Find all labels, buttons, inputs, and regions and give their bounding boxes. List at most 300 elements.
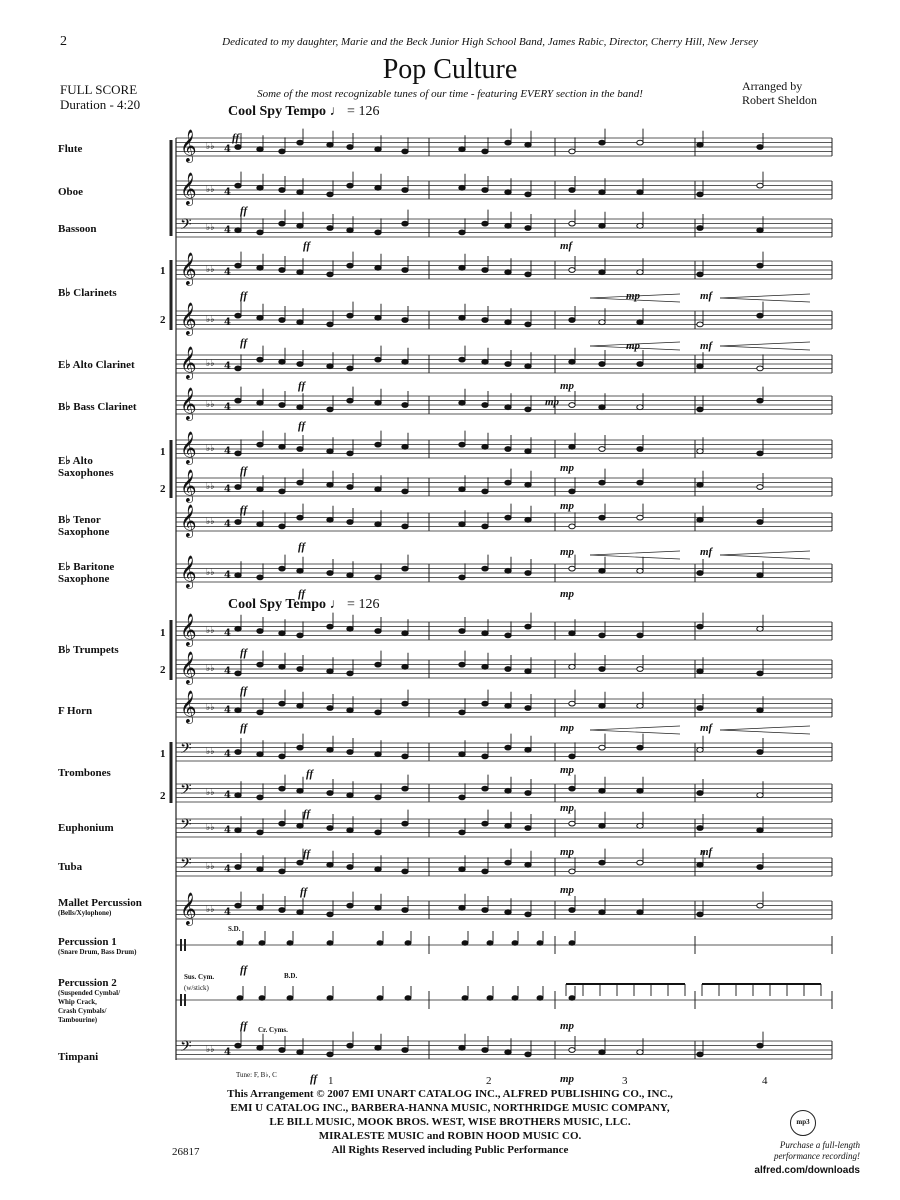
notehead (462, 941, 468, 945)
crescendo-hairpin (590, 726, 680, 730)
notehead (599, 633, 605, 638)
perc2-sublabel-2: Whip Crack, (58, 998, 97, 1006)
notehead (375, 265, 381, 270)
time-signature-icon: 4 (224, 187, 231, 198)
notehead (599, 910, 605, 915)
notehead (757, 145, 763, 150)
notehead (259, 996, 265, 1000)
notehead (569, 908, 575, 913)
notehead (637, 140, 643, 145)
crescendo-hairpin (720, 294, 810, 298)
notehead (402, 524, 408, 529)
notehead (757, 313, 763, 318)
notehead (327, 669, 333, 674)
notehead (599, 223, 605, 228)
notehead (569, 566, 575, 571)
notehead (375, 830, 381, 835)
notehead (279, 664, 285, 669)
tempo-value: = 126 (347, 104, 380, 119)
notehead (525, 706, 531, 711)
dynamic-marking: ff (240, 290, 248, 302)
crescendo-hairpin (590, 551, 680, 555)
notehead (757, 793, 763, 798)
notehead (637, 270, 643, 275)
notehead (462, 996, 468, 1000)
notehead (757, 398, 763, 403)
notehead (459, 230, 465, 235)
notehead (257, 1045, 263, 1050)
notehead (279, 149, 285, 154)
notehead (297, 190, 303, 195)
notehead (297, 320, 303, 325)
notehead (235, 183, 241, 188)
tempo-label: Cool Spy Tempo (228, 104, 327, 119)
key-signature-icon: ♭♭ (206, 823, 215, 833)
notehead (525, 747, 531, 752)
notehead (757, 750, 763, 755)
notehead (505, 633, 511, 638)
key-signature-icon: ♭♭ (206, 905, 215, 915)
notehead (347, 573, 353, 578)
notehead (327, 624, 333, 629)
notehead (297, 745, 303, 750)
notehead (569, 701, 575, 706)
notehead (375, 522, 381, 527)
quarter-note-icon: ♩ (329, 104, 344, 119)
time-signature-icon: 4 (224, 749, 231, 760)
notehead (297, 270, 303, 275)
notehead (459, 629, 465, 634)
notehead (637, 362, 643, 367)
notehead (347, 828, 353, 833)
dynamic-marking: mf (700, 340, 713, 352)
notehead (347, 1043, 353, 1048)
notehead (569, 403, 575, 408)
instrument-name-trombones: Trombones (58, 767, 111, 779)
notehead (637, 667, 643, 672)
time-signature-icon: 4 (224, 666, 231, 677)
notehead (347, 398, 353, 403)
key-signature-icon: ♭♭ (206, 517, 215, 527)
dynamic-marking: ff (298, 380, 306, 392)
notehead (459, 442, 465, 447)
quarter-note-icon: ♩ (329, 597, 344, 612)
notehead (637, 633, 643, 638)
notehead (279, 268, 285, 273)
notehead (637, 788, 643, 793)
notehead (697, 826, 703, 831)
notehead (482, 524, 488, 529)
duration: Duration - 4:20 (60, 97, 141, 112)
dynamic-marking: ff (240, 504, 248, 516)
notehead (257, 710, 263, 715)
notehead (482, 786, 488, 791)
notehead (459, 662, 465, 667)
notehead (525, 449, 531, 454)
time-signature-icon: 4 (224, 1047, 231, 1058)
part-number: 1 (160, 748, 166, 760)
notehead (697, 517, 703, 522)
notehead (235, 626, 241, 631)
key-signature-icon: ♭♭ (206, 703, 215, 713)
notehead (482, 631, 488, 636)
bari-sax-line2: Saxophone (58, 573, 110, 585)
notehead (297, 362, 303, 367)
perc2-sublabel-4: Tambourine) (58, 1016, 98, 1024)
notehead (525, 624, 531, 629)
notehead (297, 703, 303, 708)
notehead (505, 190, 511, 195)
time-signature-icon: 4 (224, 267, 231, 278)
notehead (257, 265, 263, 270)
key-signature-icon: ♭♭ (206, 1045, 215, 1055)
dynamic-marking: ff (310, 1073, 318, 1085)
notehead (402, 221, 408, 226)
dynamic-marking: ff (232, 132, 240, 144)
copyright-line-1: This Arrangement © 2007 EMI UNART CATALOG INC., ALFRED PUBLISHING CO., INC., (227, 1088, 673, 1100)
crash-cymbals-label: Cr. Cyms. (258, 1026, 288, 1034)
notehead (257, 315, 263, 320)
instrument-name-bassoon: Bassoon (58, 223, 97, 235)
notehead (297, 860, 303, 865)
dedication: Dedicated to my daughter, Marie and the Beck Junior High School Band, James Rabic, Director, Cherry Hill, New Jersey (222, 36, 758, 48)
notehead (375, 487, 381, 492)
notehead (757, 626, 763, 631)
notehead (402, 754, 408, 759)
dynamic-marking: mf (700, 846, 713, 858)
notehead (637, 190, 643, 195)
dynamic-marking: mf (700, 722, 713, 734)
notehead (569, 188, 575, 193)
dynamic-marking: mp (560, 1073, 575, 1085)
notehead (697, 407, 703, 412)
percussion-clef-icon (184, 994, 186, 1006)
dynamic-marking: ff (303, 808, 311, 820)
notehead (525, 364, 531, 369)
notehead (697, 322, 703, 327)
notehead (235, 520, 241, 525)
notehead (327, 826, 333, 831)
notehead (257, 185, 263, 190)
notehead (482, 489, 488, 494)
dynamic-marking: mp (560, 380, 575, 392)
notehead (697, 364, 703, 369)
notehead (347, 366, 353, 371)
notehead (637, 568, 643, 573)
notehead (757, 865, 763, 870)
notehead (482, 188, 488, 193)
notehead (347, 865, 353, 870)
notehead (327, 192, 333, 197)
dynamic-marking: ff (298, 420, 306, 432)
notehead (235, 828, 241, 833)
notehead (757, 903, 763, 908)
notehead (505, 568, 511, 573)
treble-clef-icon: 𝄞 (180, 892, 197, 925)
notehead (375, 752, 381, 757)
dynamic-marking: ff (300, 886, 308, 898)
notehead (569, 754, 575, 759)
notehead (569, 149, 575, 154)
treble-clef-icon: 𝄞 (180, 129, 197, 162)
notehead (237, 996, 243, 1000)
notehead (327, 142, 333, 147)
notehead (235, 671, 241, 676)
notehead (525, 272, 531, 277)
notehead (637, 823, 643, 828)
notehead (599, 362, 605, 367)
with-stick-label: (w/stick) (184, 984, 209, 992)
dynamic-marking: mp (560, 802, 575, 814)
bass-clef-icon: 𝄢 (180, 1038, 192, 1059)
dynamic-marking: ff (240, 205, 248, 217)
crescendo-hairpin (720, 342, 810, 346)
notehead (327, 517, 333, 522)
notehead (697, 706, 703, 711)
notehead (257, 357, 263, 362)
notehead (697, 272, 703, 277)
notehead (402, 908, 408, 913)
notehead (637, 745, 643, 750)
treble-clef-icon: 𝄞 (180, 469, 197, 502)
notehead (505, 860, 511, 865)
notehead (757, 228, 763, 233)
notehead (347, 451, 353, 456)
dynamic-marking: mp (560, 722, 575, 734)
notehead (505, 405, 511, 410)
notehead (375, 575, 381, 580)
dynamic-marking: ff (240, 465, 248, 477)
notehead (237, 941, 243, 945)
notehead (375, 795, 381, 800)
notehead (279, 701, 285, 706)
notehead (525, 482, 531, 487)
notehead (599, 788, 605, 793)
notehead (599, 823, 605, 828)
time-signature-icon: 4 (224, 144, 231, 155)
bass-clef-icon: 𝄢 (180, 855, 192, 876)
notehead (525, 791, 531, 796)
notehead (279, 489, 285, 494)
notehead (569, 268, 575, 273)
notehead (347, 708, 353, 713)
copyright-notice (160, 1087, 740, 1157)
notehead (327, 1052, 333, 1057)
notehead (697, 482, 703, 487)
bass-clef-icon: 𝄢 (180, 816, 192, 837)
notehead (637, 1050, 643, 1055)
notehead (757, 708, 763, 713)
notehead (599, 568, 605, 573)
notehead (235, 485, 241, 490)
time-signature-icon: 4 (224, 628, 231, 639)
notehead (459, 185, 465, 190)
dynamic-marking: mp (560, 884, 575, 896)
notehead (297, 515, 303, 520)
tenor-sax-line1: B♭ Tenor (58, 514, 101, 526)
notehead (402, 188, 408, 193)
notehead (375, 662, 381, 667)
notehead (257, 905, 263, 910)
notehead (327, 912, 333, 917)
notehead (279, 359, 285, 364)
notehead (287, 941, 293, 945)
dynamic-marking: ff (303, 240, 311, 252)
treble-clef-icon: 𝄞 (180, 172, 197, 205)
notehead (459, 867, 465, 872)
notehead (697, 669, 703, 674)
notehead (297, 140, 303, 145)
notehead (235, 263, 241, 268)
part-number: 2 (160, 314, 166, 326)
notehead (327, 272, 333, 277)
notehead (525, 407, 531, 412)
notehead (235, 573, 241, 578)
dynamic-marking: mp (560, 846, 575, 858)
purchase-line-2: performance recording! (773, 1151, 860, 1161)
notehead (279, 869, 285, 874)
instrument-name-bass-clarinet: B♭ Bass Clarinet (58, 401, 137, 413)
notehead (297, 788, 303, 793)
notehead (327, 407, 333, 412)
notehead (377, 996, 383, 1000)
notehead (505, 140, 511, 145)
perc2-sublabel-1: (Suspended Cymbal/ (58, 989, 121, 997)
notehead (257, 752, 263, 757)
notehead (279, 444, 285, 449)
notehead (599, 745, 605, 750)
alto-sax-line2: Saxophones (58, 467, 114, 479)
notehead (459, 710, 465, 715)
notehead (297, 480, 303, 485)
dynamic-marking: mp (560, 588, 575, 600)
notehead (347, 750, 353, 755)
dynamic-marking: mf (700, 290, 713, 302)
notehead (235, 313, 241, 318)
notehead (375, 710, 381, 715)
part-number: 2 (160, 664, 166, 676)
notehead (512, 941, 518, 945)
time-signature-icon: 4 (224, 317, 231, 328)
notehead (279, 188, 285, 193)
dynamic-marking: mp (560, 546, 575, 558)
notehead (482, 821, 488, 826)
notehead (459, 147, 465, 152)
notehead (505, 480, 511, 485)
notehead (757, 451, 763, 456)
notehead (235, 145, 241, 150)
notehead (405, 941, 411, 945)
notehead (505, 703, 511, 708)
instrument-name-tuba: Tuba (58, 861, 83, 873)
notehead (599, 190, 605, 195)
instrument-name-trumpets: B♭ Trumpets (58, 644, 119, 656)
notehead (537, 996, 543, 1000)
notehead (375, 147, 381, 152)
notehead (569, 941, 575, 945)
dynamic-marking: mp (545, 396, 560, 408)
time-signature-icon: 4 (224, 446, 231, 457)
tempo-label: Cool Spy Tempo (228, 597, 327, 612)
notehead (257, 830, 263, 835)
notehead (637, 515, 643, 520)
notehead (347, 313, 353, 318)
notehead (599, 667, 605, 672)
notehead (257, 867, 263, 872)
notehead (257, 795, 263, 800)
notehead (569, 869, 575, 874)
dynamic-marking: mp (560, 462, 575, 474)
notehead (482, 403, 488, 408)
notehead (482, 444, 488, 449)
notehead (599, 515, 605, 520)
notehead (757, 520, 763, 525)
notehead (279, 754, 285, 759)
mp3-icon: mp3 (790, 1110, 816, 1136)
notehead (459, 752, 465, 757)
key-signature-icon: ♭♭ (206, 315, 215, 325)
notehead (459, 830, 465, 835)
notehead (402, 359, 408, 364)
notehead (402, 318, 408, 323)
time-signature-icon: 4 (224, 570, 231, 581)
notehead (402, 701, 408, 706)
dynamic-marking: ff (240, 964, 248, 976)
notehead (459, 265, 465, 270)
notehead (525, 669, 531, 674)
arranged-by-label: Arranged by (742, 79, 803, 93)
notehead (402, 489, 408, 494)
notehead (569, 489, 575, 494)
notehead (482, 221, 488, 226)
notehead (327, 322, 333, 327)
notehead (487, 996, 493, 1000)
notehead (482, 701, 488, 706)
purchase-line-1: Purchase a full-length (779, 1140, 860, 1150)
key-signature-icon: ♭♭ (206, 223, 215, 233)
notehead (327, 791, 333, 796)
time-signature-icon: 4 (224, 825, 231, 836)
notehead (297, 910, 303, 915)
time-signature-icon: 4 (224, 864, 231, 875)
notehead (697, 912, 703, 917)
treble-clef-icon: 𝄞 (180, 690, 197, 723)
notehead (297, 447, 303, 452)
key-signature-icon: ♭♭ (206, 265, 215, 275)
perc1-label: Percussion 1 (58, 936, 117, 948)
notehead (402, 403, 408, 408)
notehead (757, 183, 763, 188)
measure-number: 1 (328, 1075, 334, 1087)
notehead (482, 664, 488, 669)
key-signature-icon: ♭♭ (206, 568, 215, 578)
notehead (697, 449, 703, 454)
subtitle: Some of the most recognizable tunes of our time - featuring EVERY section in the band! (257, 88, 643, 100)
notehead (287, 996, 293, 1000)
notehead (697, 142, 703, 147)
notehead (375, 867, 381, 872)
instrument-name-clarinets: B♭ Clarinets (58, 287, 117, 299)
downloads-link[interactable]: alfred.com/downloads (754, 1165, 860, 1176)
notehead (505, 1050, 511, 1055)
notehead (279, 821, 285, 826)
notehead (525, 912, 531, 917)
measure-number: 4 (762, 1075, 768, 1087)
notehead (402, 631, 408, 636)
notehead (482, 359, 488, 364)
timpani-tuning-label: Tune: F, B♭, C (236, 1071, 277, 1079)
notehead (297, 667, 303, 672)
